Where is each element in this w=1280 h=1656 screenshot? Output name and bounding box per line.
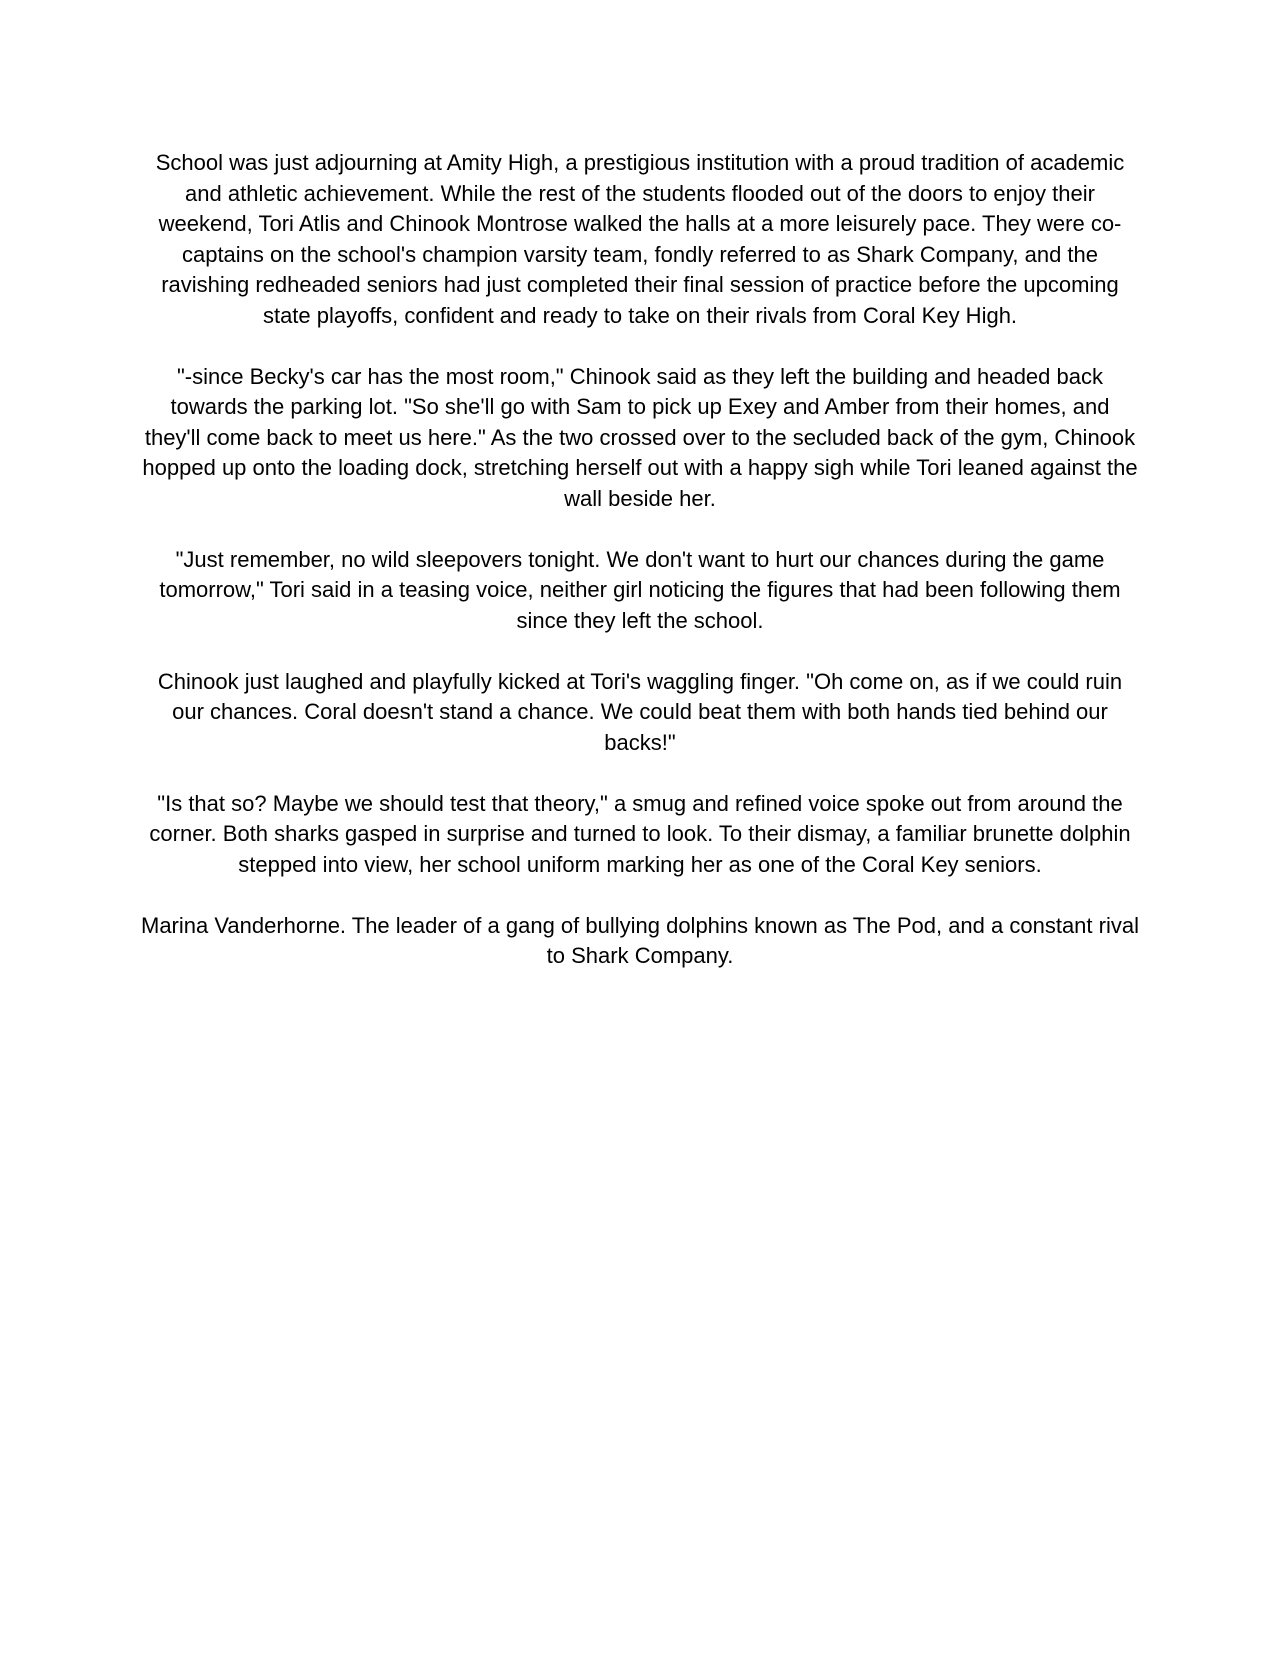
paragraph-5: "Is that so? Maybe we should test that theory," a smug and refined voice spoke out from around the corner. Both sharks gasped in surprise and turned to look. To their dismay, a familiar brunette dolphin stepped into view, her school uniform marking her as one of the Coral Key seniors. [149,790,1131,877]
paragraph-1: School was just adjourning at Amity High, a prestigious institution with a proud tradition of academic and athletic achievement. While the rest of the students flooded out of the doors to enjoy their weekend, Tori Atlis and Chinook Montrose walked the halls at a more leisurely pace. They were co-captains on the school's champion varsity team, fondly referred to as Shark Company, and the ravishing redheaded seniors had just completed their final session of practice before the upcoming state playoffs, confident and ready to take on their rivals from Coral Key High. [155,150,1125,328]
paragraph-3: "Just remember, no wild sleepovers tonight. We don't want to hurt our chances during the game tomorrow," Tori said in a teasing voice, neither girl noticing the figures that had been following them since they left the school. [159,546,1121,633]
story-text [140,148,1140,972]
paragraph-4: Chinook just laughed and playfully kicked at Tori's waggling finger. "Oh come on, as if we could ruin our chances. Coral doesn't stand a chance. We could beat them with both hands tied behind our backs!" [157,668,1123,755]
paragraph-2: "-since Becky's car has the most room," Chinook said as they left the building and headed back towards the parking lot. "So she'll go with Sam to pick up Exey and Amber from their homes, and they'll come back to meet us here." As the two crossed over to the secluded back of the gym, Chinook hopped up onto the loading dock, stretching herself out with a happy sigh while Tori leaned against the wall beside her. [142,363,1138,511]
paragraph-6: Marina Vanderhorne. The leader of a gang of bullying dolphins known as The Pod, and a constant rival to Shark Company. [141,912,1139,968]
